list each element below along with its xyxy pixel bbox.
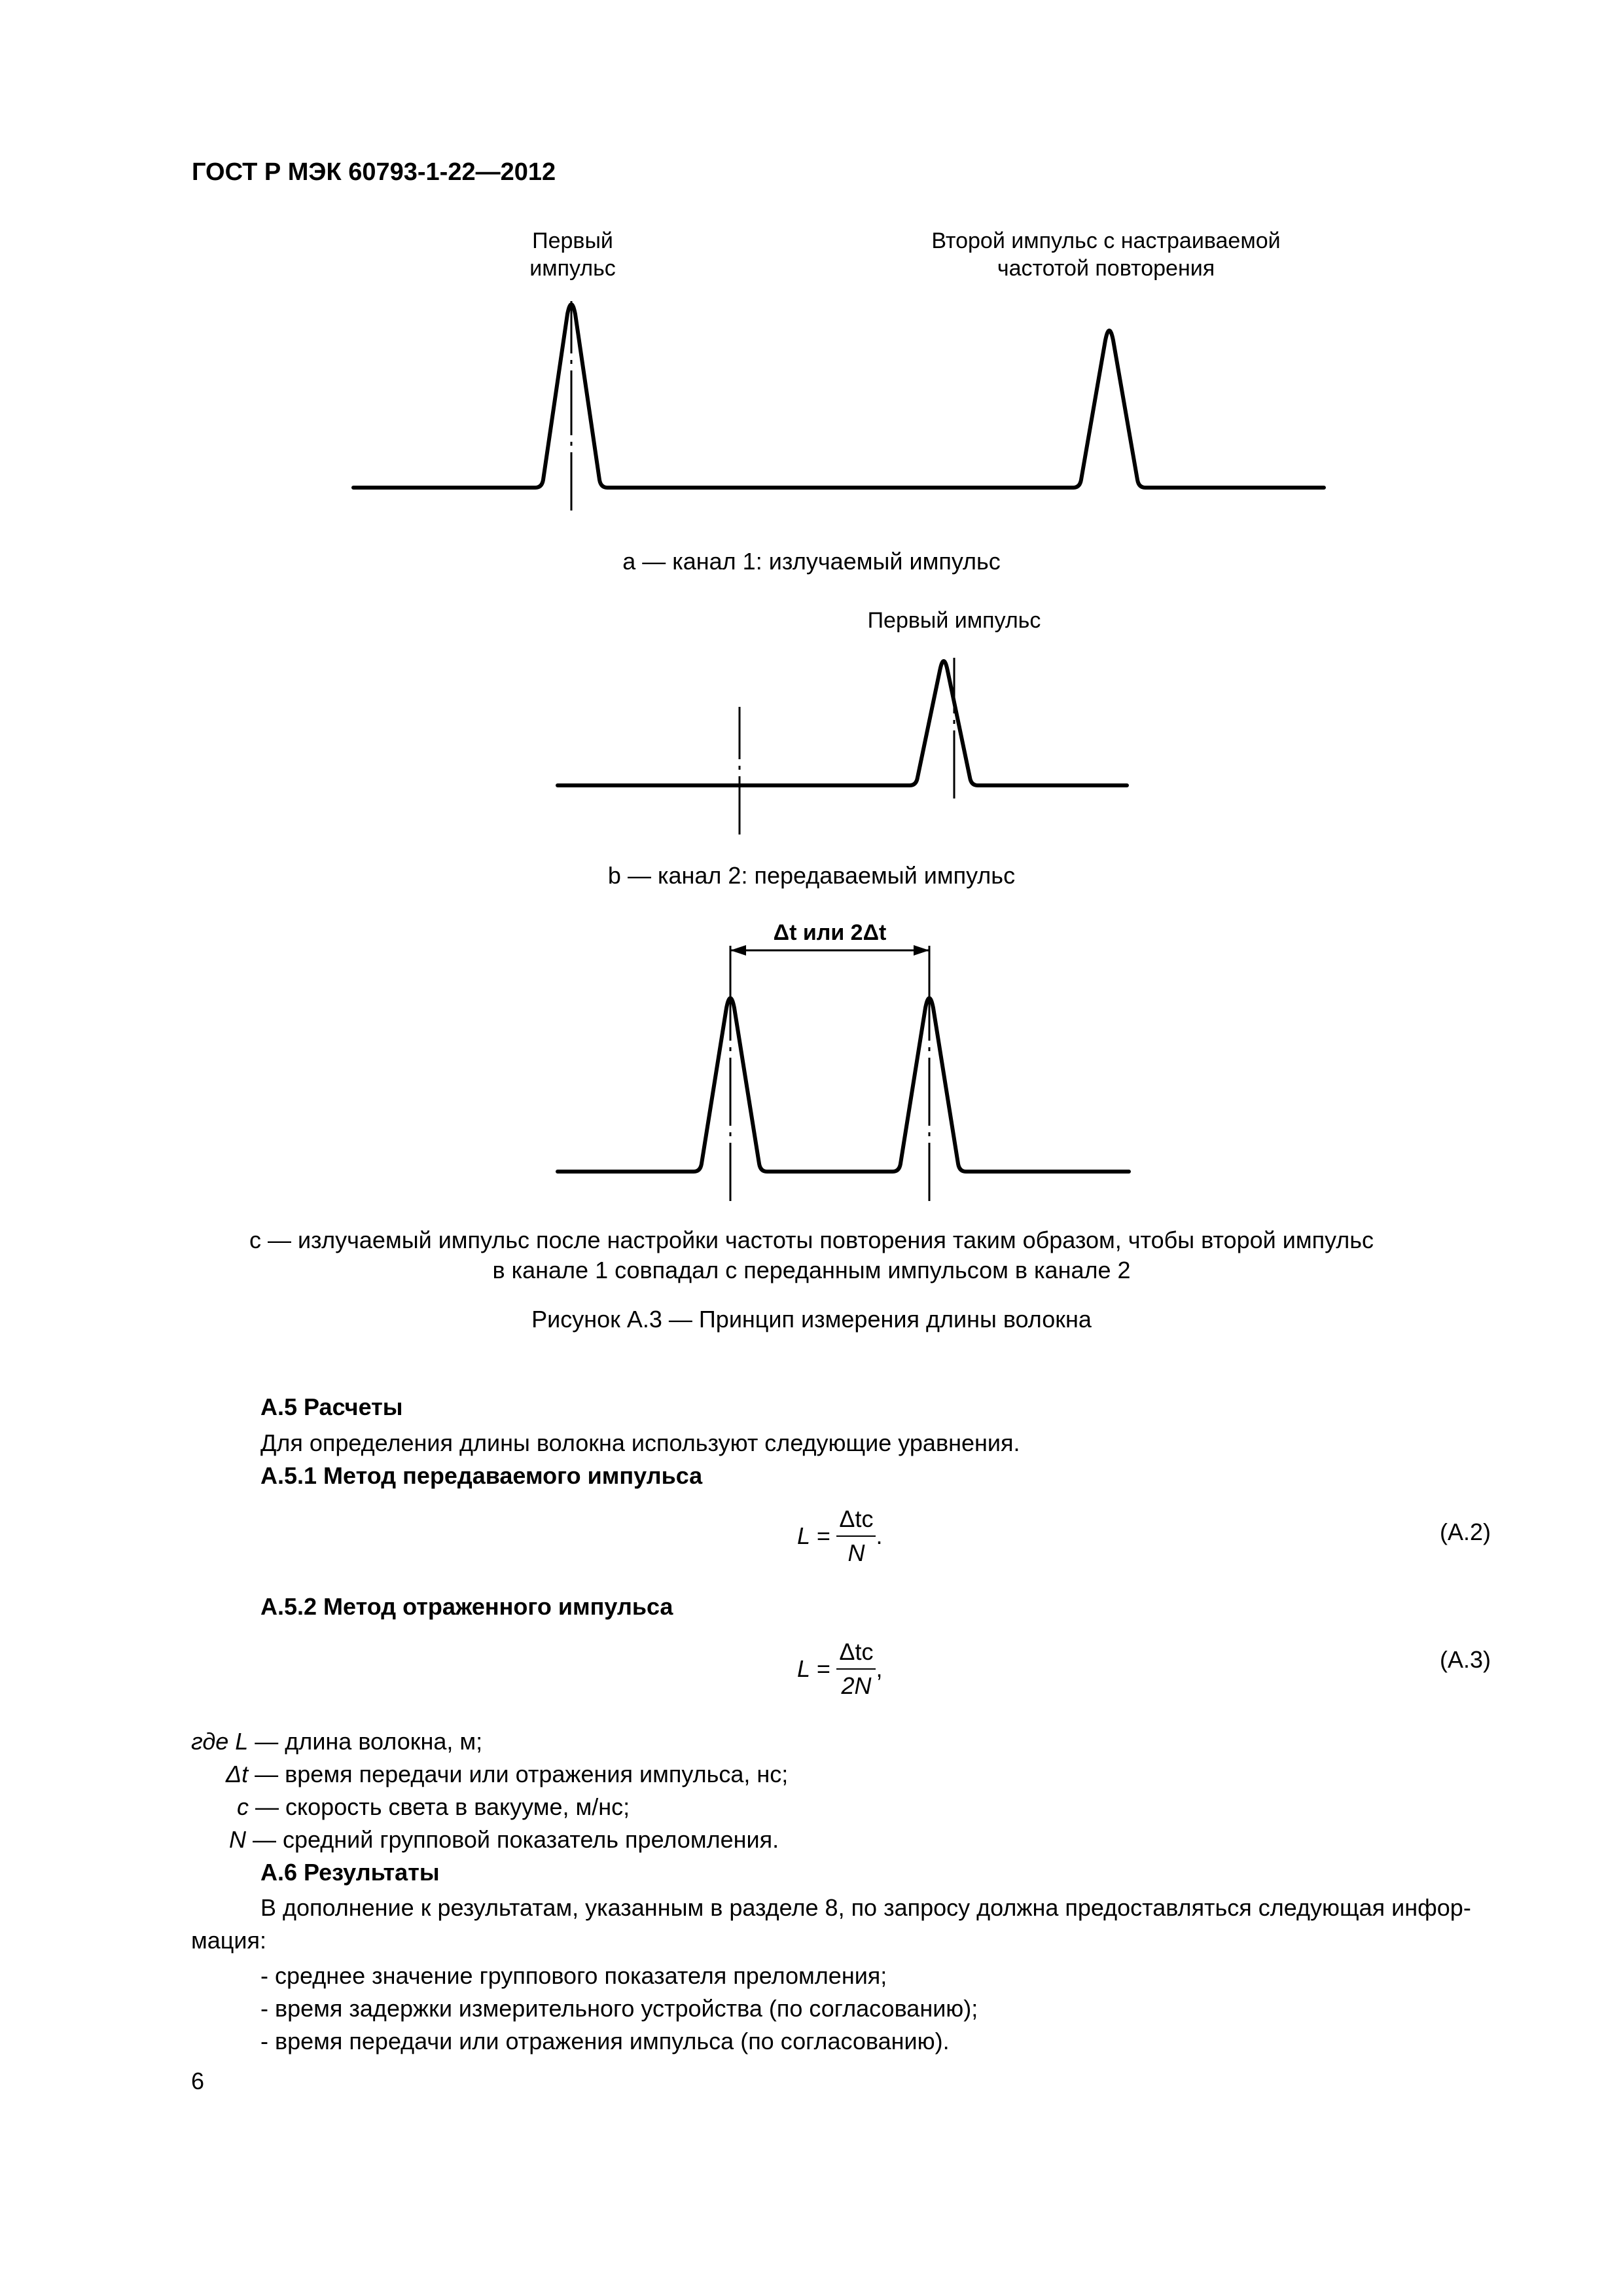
label-second-pulse-line2: частотой повторения — [997, 256, 1215, 281]
dimension-arrow-right — [914, 945, 929, 956]
eq2-lhs: L = — [797, 1522, 830, 1549]
figure-title: Рисунок А.3 — Принцип измерения длины волокна — [531, 1306, 1092, 1333]
label-first-pulse-a-line1: Первый — [532, 228, 613, 253]
eq3-denominator: 2N — [841, 1672, 872, 1699]
caption-panel-c — [0, 1225, 1623, 1285]
legend-symbol-dt: Δt — [226, 1761, 249, 1787]
channel1-trace — [353, 304, 1324, 488]
adjusted-trace — [558, 998, 1129, 1172]
legend-row-n — [229, 1823, 779, 1856]
label-first-pulse-a-line2: импульс — [529, 256, 616, 281]
equation-number-a2: (А.2) — [1440, 1518, 1491, 1545]
a6-para-line2: мация: — [191, 1927, 266, 1954]
caption-panel-b: b — канал 2: передаваемый импульс — [607, 862, 1016, 889]
caption-panel-c-line1: с — излучаемый импульс после настройки частоты повторения таким образом, чтобы второй импульс — [249, 1227, 1374, 1253]
document-header: ГОСТ Р МЭК 60793-1-22—2012 — [192, 158, 556, 186]
legend-symbol-n: N — [229, 1826, 246, 1853]
legend-symbol-l: где L — [191, 1728, 249, 1755]
a5-intro: Для определения длины волокна используют следующие уравнения. — [260, 1429, 1020, 1456]
dimension-arrow-left — [730, 945, 746, 956]
a6-list-item: - время задержки измерительного устройства (по согласованию); — [260, 1995, 978, 2022]
legend-text-n: — средний групповой показатель преломления. — [246, 1826, 779, 1853]
a6-list-item: - среднее значение группового показателя преломления; — [260, 1962, 887, 1989]
a6-para-line1: В дополнение к результатам, указанным в разделе 8, по запросу должна предоставляться следующая инфор- — [260, 1894, 1471, 1921]
heading-a5: А.5 Расчеты — [260, 1393, 403, 1420]
legend-row-l — [191, 1725, 482, 1758]
label-second-pulse-line1: Второй импульс с настраиваемой — [931, 228, 1281, 253]
eq2-denominator: N — [847, 1539, 865, 1566]
eq2-numerator: Δtc — [836, 1505, 876, 1537]
equation-number-a3: (А.3) — [1440, 1646, 1491, 1673]
legend-text-c: — скорость света в вакууме, м/нс; — [249, 1793, 630, 1820]
legend-row-c — [237, 1791, 630, 1823]
eq3-numerator: Δtc — [836, 1638, 876, 1670]
eq2-tail: . — [876, 1522, 883, 1549]
legend-text-dt: — время передачи или отражения импульса, нс; — [248, 1761, 789, 1787]
eq2-fraction — [836, 1505, 876, 1567]
caption-panel-a: а — канал 1: излучаемый импульс — [622, 548, 1001, 575]
heading-a52: А.5.2 Метод отраженного импульса — [260, 1593, 673, 1620]
eq3-tail: , — [876, 1655, 883, 1682]
label-second-pulse — [910, 227, 1302, 282]
a6-list-item: - время передачи или отражения импульса (по согласованию). — [260, 2028, 950, 2054]
heading-a51: А.5.1 Метод передаваемого импульса — [260, 1462, 703, 1489]
channel2-trace — [558, 661, 1127, 785]
legend-symbol-c: c — [237, 1793, 249, 1820]
page-number: 6 — [191, 2068, 205, 2094]
legend-row-dt — [226, 1758, 788, 1791]
legend-text-l: — длина волокна, м; — [248, 1728, 483, 1755]
heading-a6: А.6 Результаты — [260, 1859, 440, 1886]
dimension-label: Δt или 2Δt — [773, 920, 887, 945]
label-first-pulse-a — [497, 227, 648, 282]
caption-panel-c-line2: в канале 1 совпадал с переданным импульсом в канале 2 — [492, 1257, 1131, 1283]
eq3-lhs: L = — [797, 1655, 830, 1682]
eq3-fraction — [836, 1638, 876, 1700]
equation-a3 — [797, 1638, 883, 1700]
label-first-pulse-b: Первый импульс — [867, 608, 1041, 633]
equation-a2 — [797, 1505, 883, 1567]
